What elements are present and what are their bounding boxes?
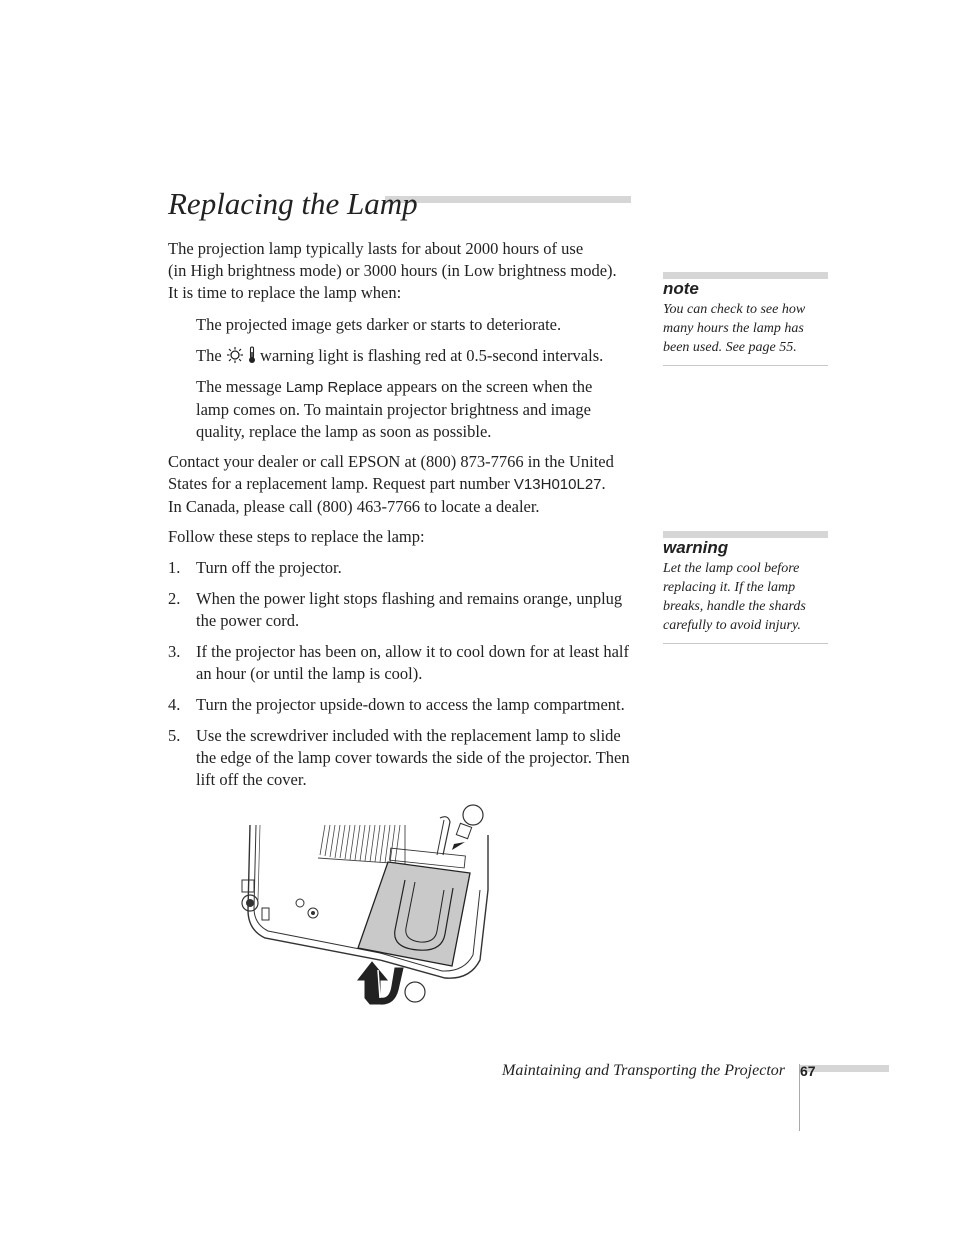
step-number: 4. xyxy=(168,695,181,714)
condition-warning-light xyxy=(196,345,636,370)
thermometer-icon xyxy=(248,346,256,370)
step-number: 1. xyxy=(168,558,181,577)
contact-paragraph xyxy=(168,451,638,518)
condition-prefix: The xyxy=(196,346,222,365)
message-line: lamp comes on. To maintain projector brightness and image xyxy=(196,400,591,419)
lamp-icon xyxy=(226,346,244,370)
contact-line: Contact your dealer or call EPSON at (800) 873-7766 in the United xyxy=(168,452,614,471)
step-text: Turn off the projector. xyxy=(196,558,342,577)
warning-rule xyxy=(663,643,828,644)
condition-darker: The projected image gets darker or starts to deteriorate. xyxy=(196,315,562,334)
warning-heading: warning xyxy=(663,538,729,557)
condition-lamp-replace-message xyxy=(196,376,636,443)
intro-line: The projection lamp typically lasts for about 2000 hours of use xyxy=(168,239,584,258)
intro-paragraph xyxy=(168,238,638,304)
note-text: You can check to see how many hours the lamp has been used. See page 55. xyxy=(663,302,806,355)
step-number: 5. xyxy=(168,726,181,745)
lamp-cover-illustration xyxy=(230,800,495,1010)
title-rule xyxy=(385,196,631,203)
warning-bar xyxy=(663,531,828,538)
step-text: If the projector has been on, allow it to cool down for at least half an hour (or until the lamp is cool). xyxy=(196,642,629,683)
part-number: V13H010L27 xyxy=(513,476,602,493)
step-text: Turn the projector upside-down to access the lamp compartment. xyxy=(196,695,625,714)
step-text: When the power light stops flashing and remains orange, unplug the power cord. xyxy=(196,589,623,630)
warning-text: Let the lamp cool before replacing it. If the lamp breaks, handle the shards carefully to avoid injury. xyxy=(663,561,806,633)
note-rule xyxy=(663,365,828,366)
contact-line: In Canada, please call (800) 463-7766 to locate a dealer. xyxy=(168,497,540,516)
condition-suffix: warning light is flashing red at 0.5-second intervals. xyxy=(260,346,604,365)
contact-line: States for a replacement lamp. Request part number V13H010L27. xyxy=(168,474,606,493)
note-bar xyxy=(663,272,828,279)
footer-section-title: Maintaining and Transporting the Projector xyxy=(502,1062,785,1079)
message-line: The message Lamp Replace appears on the screen when the xyxy=(196,377,593,396)
message-line: quality, replace the lamp as soon as possible. xyxy=(196,422,492,441)
steps-intro: Follow these steps to replace the lamp: xyxy=(168,527,425,546)
page-title: Replacing the Lamp xyxy=(168,186,418,221)
lamp-replace-code: Lamp Replace xyxy=(285,379,383,396)
intro-line: It is time to replace the lamp when: xyxy=(168,283,402,302)
step-number: 2. xyxy=(168,589,181,608)
step-text: Use the screwdriver included with the replacement lamp to slide the edge of the lamp cover towards the side of the projector. Then lift off the cover. xyxy=(196,726,630,789)
step-number: 3. xyxy=(168,642,181,661)
note-heading: note xyxy=(663,279,699,298)
intro-line: (in High brightness mode) or 3000 hours (in Low brightness mode). xyxy=(168,261,617,280)
page-number: 67 xyxy=(800,1063,816,1079)
